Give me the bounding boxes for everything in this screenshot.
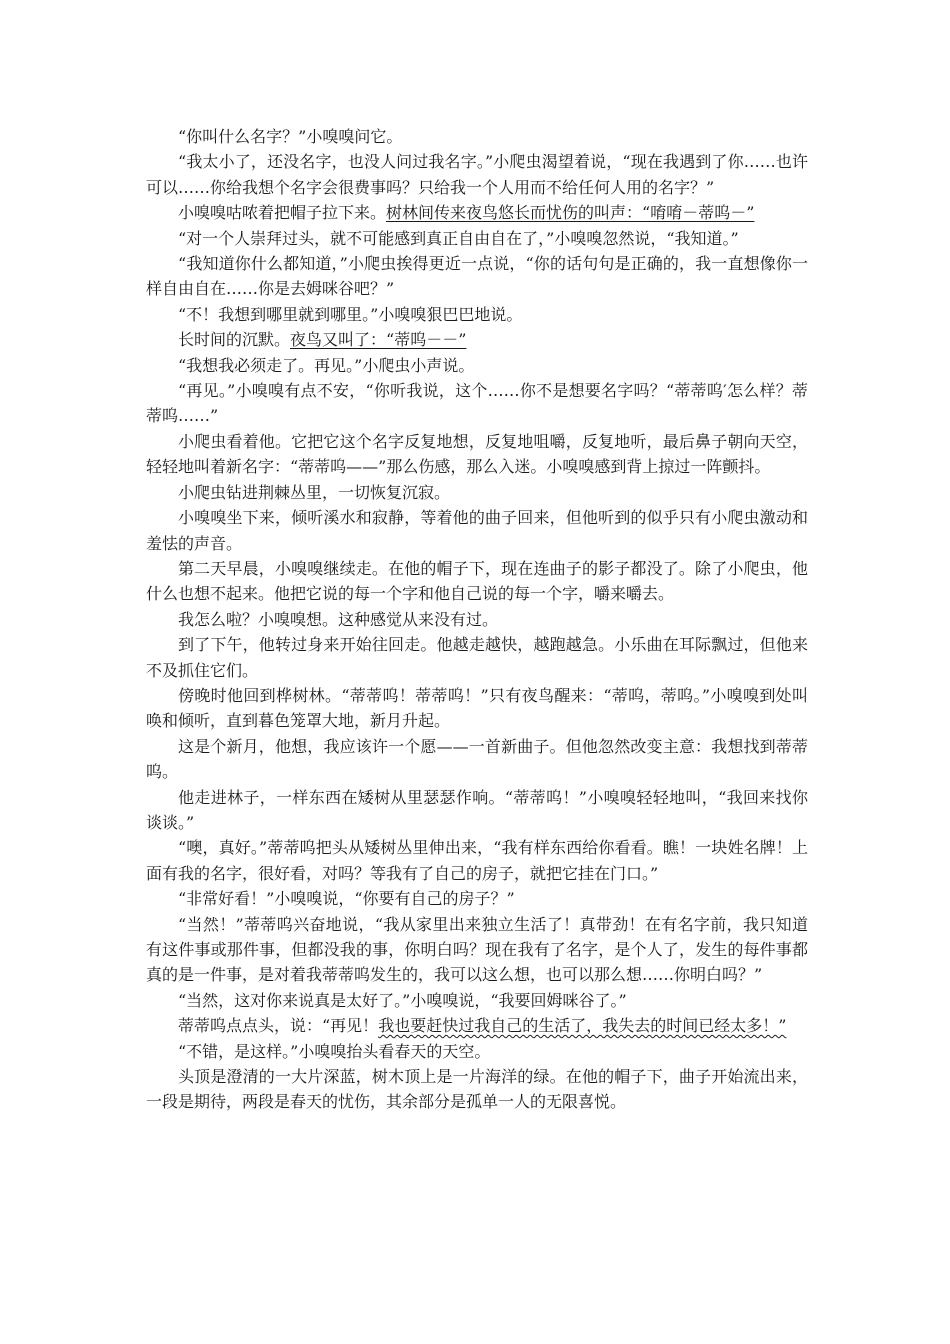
paragraph	[146, 912, 808, 988]
paragraph	[146, 835, 808, 886]
text-run: “当然，这对你来说真是太好了。”小嗅嗅说，“我要回姆咪谷了。”	[178, 990, 627, 1010]
paragraph	[146, 480, 808, 505]
text-run: “非常好看！”小嗅嗅说，“你要有自己的房子？”	[178, 889, 515, 909]
text-run: 到了下午，他转过身来开始往回走。他越走越快，越跑越急。小乐曲在耳际飘过，但他来不及抓住它们。	[146, 635, 808, 680]
text-run: 蒂蒂呜点点头，说：“再见！	[178, 1016, 379, 1036]
text-run: 头顶是澄清的一大片深蓝，树木顶上是一片海洋的绿。在他的帽子下，曲子开始流出来，一段是期待，两段是春天的忧伤，其余部分是孤单一人的无限喜悦。	[146, 1067, 808, 1112]
paragraph	[146, 607, 808, 632]
paragraph	[146, 149, 808, 200]
paragraph	[146, 429, 808, 480]
text-run: 他走进林子，一样东西在矮树从里瑟瑟作响。“蒂蒂呜！”小嗅嗅轻轻地叫，“我回来找你谈谈。”	[146, 787, 808, 832]
text-run: 傍晚时他回到桦树林。“蒂蒂呜！蒂蒂呜！”只有夜鸟醒来：“蒂呜，蒂呜。”小嗅嗅到处叫唤和倾听，直到暮色笼罩大地，新月升起。	[146, 685, 808, 731]
text-run: “不！我想到哪里就到哪里。”小嗅嗅狠巴巴地说。	[178, 304, 523, 324]
paragraph	[146, 632, 808, 683]
paragraph	[146, 1013, 808, 1038]
text-run: 小嗅嗅坐下来，倾听溪水和寂静，等着他的曲子回来，但他听到的似乎只有小爬虫激动和羞怯的声音。	[146, 508, 808, 553]
text-run: “我太小了，还没名字，也没人问过我名字。”小爬虫渴望着说，“现在我遇到了你……也许可以……你给我想个名字会很费事吗？只给我一个人用而不给任何人用的名字？”	[146, 152, 808, 197]
paragraph	[146, 785, 808, 836]
paragraph	[146, 556, 808, 607]
underlined-text: 夜鸟又叫了：“蒂呜－－”	[290, 330, 467, 350]
paragraph	[146, 327, 808, 352]
text-run: “你叫什么名字？”小嗅嗅问它。	[178, 127, 403, 146]
text-run: “对一个人崇拜过头，就不可能感到真正自由自在了，”小嗅嗅忽然说，“我知道。”	[178, 228, 739, 248]
text-run: “再见。”小嗅嗅有点不安，“你听我说，这个……你不是想要名字吗？“蒂蒂呜′怎么样？蒂蒂呜……”	[146, 381, 808, 426]
paragraph	[146, 124, 808, 149]
paragraph	[146, 886, 808, 911]
paragraph	[146, 734, 808, 785]
paragraph	[146, 378, 808, 429]
text-run: 我怎么啦？小嗅嗅想。这种感觉从来没有过。	[178, 609, 499, 629]
paragraph	[146, 353, 808, 378]
paragraph	[146, 302, 808, 327]
paragraph	[146, 1064, 808, 1115]
paragraph	[146, 1039, 808, 1064]
text-run: 小爬虫看着他。它把它这个名字反复地想，反复地咀嚼，反复地听，最后鼻子朝向天空，轻轻地叫着新名字：“蒂蒂呜——”那么伤感，那么入迷。小嗅嗅感到背上掠过一阵颤抖。	[146, 431, 808, 477]
paragraph	[146, 505, 808, 556]
text-run: “我想我必须走了。再见。”小爬虫小声说。	[178, 355, 475, 375]
document-page	[146, 124, 808, 1115]
wavy-underlined-text: 我也要赶快过我自己的生活了，我失去的时间已经太多！”	[378, 1016, 787, 1036]
text-run: “当然！”蒂蒂呜兴奋地说，“我从家里出来独立生活了！真带劲！在有名字前，我只知道有这件事或那件事，但都没我的事，你明白吗？现在我有了名字，是个人了，发生的每件事都真的是一件事，是对着我蒂蒂呜发生的，我可以这么想，也可以那么想……你明白吗？”	[146, 914, 808, 985]
text-run: “不错，是这样。”小嗅嗅抬头看春天的天空。	[178, 1041, 491, 1061]
underlined-text: 树林间传来夜鸟悠长而忧伤的叫声：“唷唷－蒂呜－”	[386, 203, 755, 223]
text-run: “我知道你什么都知道，”小爬虫挨得更近一点说，“你的话句句是正确的，我一直想像你一样自由自在……你是去姆咪谷吧？”	[146, 254, 808, 299]
paragraph	[146, 683, 808, 734]
text-run: 小爬虫钻进荆棘丛里，一切恢复沉寂。	[178, 482, 451, 502]
text-run: 这是个新月，他想，我应该许一个愿——一首新曲子。但他忽然改变主意：我想找到蒂蒂呜。	[146, 736, 808, 782]
text-run: 第二天早晨，小嗅嗅继续走。在他的帽子下，现在连曲子的影子都没了。除了小爬虫，他什么也想不起来。他把它说的每一个字和他自己说的每一个字，嚼来嚼去。	[146, 558, 808, 604]
paragraph	[146, 200, 808, 225]
story-text	[146, 124, 808, 1115]
paragraph	[146, 251, 808, 302]
paragraph	[146, 988, 808, 1013]
text-run: 小嗅嗅咕哝着把帽子拉下来。	[178, 203, 387, 223]
text-run: “噢，真好。”蒂蒂呜把头从矮树丛里伸出来，“我有样东西给你看看。瞧！一块姓名牌！上面有我的名字，很好看，对吗？等我有了自己的房子，就把它挂在门口。”	[146, 838, 808, 883]
text-run: 长时间的沉默。	[178, 330, 291, 350]
paragraph	[146, 226, 808, 251]
